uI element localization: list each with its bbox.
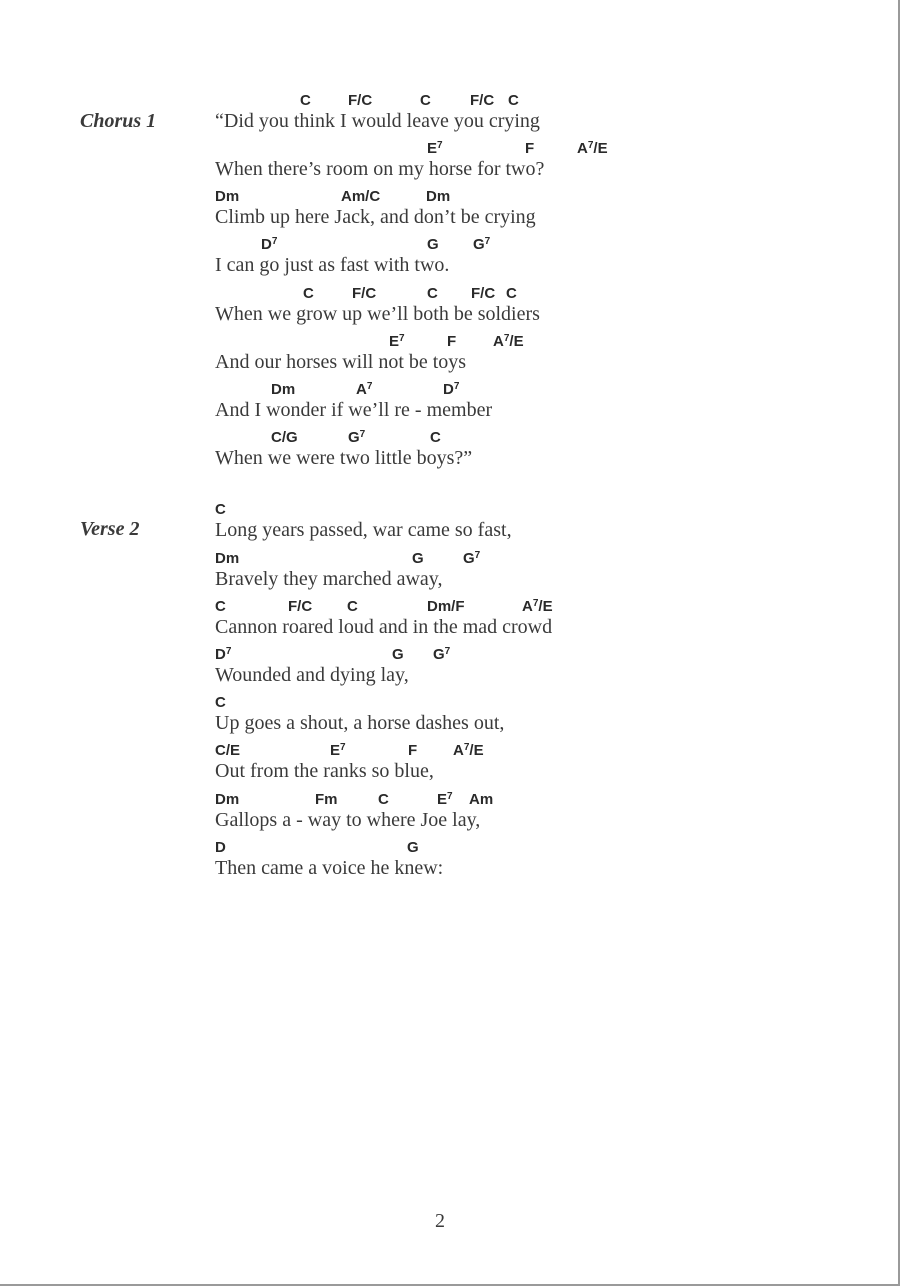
chord — [508, 92, 519, 109]
lyric-text: Long years passed, war came so fast, — [215, 519, 512, 541]
chord-root: F — [352, 285, 362, 302]
chord-root: Dm — [215, 791, 240, 808]
chord — [348, 429, 365, 446]
lyric-line — [215, 646, 855, 694]
lyric-text: “Did you think I would leave you crying — [215, 110, 540, 132]
chord-extension: 7 — [447, 791, 453, 802]
chord — [315, 791, 338, 808]
chord-root: Am — [469, 791, 494, 808]
chord — [215, 791, 239, 808]
section-label: Verse 2 — [80, 518, 140, 540]
chord-extension: 7 — [225, 646, 232, 657]
lyric-text: And I wonder if we’ll re - member — [215, 399, 493, 421]
chord — [215, 501, 226, 518]
chord-extension: 7 — [359, 429, 366, 440]
chord — [271, 429, 298, 446]
chord — [433, 646, 450, 663]
chord-root: E — [437, 791, 448, 808]
chord — [420, 92, 431, 109]
chord-bass: /C — [357, 92, 373, 109]
chord — [215, 550, 239, 567]
chord — [437, 791, 453, 808]
chord-root: D — [261, 236, 272, 253]
chord-extension: 7 — [532, 598, 539, 609]
chord — [389, 333, 405, 350]
lyric-text: And our horses will not be toys — [215, 351, 467, 373]
chord-root: G — [433, 646, 445, 663]
chord-root: Dm — [271, 381, 296, 398]
lyric-line — [215, 839, 855, 887]
chord-bass: /C — [480, 285, 496, 302]
chord-root: G — [407, 839, 419, 856]
chord-bass: /C — [365, 188, 381, 205]
chord — [522, 598, 553, 615]
chord-root: Dm — [215, 188, 240, 205]
lyric-text: Climb up here Jack, and don’t be crying — [215, 206, 536, 228]
chord-root: A — [522, 598, 533, 615]
lyric-text: Cannon roared loud and in the mad crowd — [215, 616, 553, 638]
chord-root: D — [215, 839, 226, 856]
lyric-text: Gallops a - way to where Joe lay, — [215, 809, 481, 831]
chord-root: G — [473, 236, 485, 253]
chord-root: Dm — [427, 598, 452, 615]
chord-extension: 7 — [484, 236, 491, 247]
chord — [378, 791, 389, 808]
chord — [469, 791, 493, 808]
chord-root: F — [525, 140, 535, 157]
chord-root: E — [330, 742, 341, 759]
chord — [330, 742, 346, 759]
chord-root: A — [577, 140, 588, 157]
chord-root: F — [288, 598, 298, 615]
chord — [288, 598, 312, 615]
chord — [426, 188, 450, 205]
lyric-line — [215, 742, 855, 790]
chord — [408, 742, 417, 759]
chord-extension: 7 — [437, 140, 443, 151]
chord-extension: 7 — [587, 140, 594, 151]
chord — [471, 285, 495, 302]
lyric-line — [215, 598, 855, 646]
chord — [427, 598, 465, 615]
chord-bass: /E — [538, 598, 553, 615]
lyric-line — [215, 236, 855, 284]
chord — [341, 188, 380, 205]
chord-root: C — [215, 742, 226, 759]
chord-root: G — [348, 429, 360, 446]
chord-root: C — [215, 501, 226, 518]
lyric-text: Bravely they marched away, — [215, 568, 443, 590]
chord — [525, 140, 534, 157]
page-number: 2 — [435, 1210, 445, 1232]
lyric-line — [215, 381, 855, 429]
chord — [300, 92, 311, 109]
chord — [470, 92, 494, 109]
lyric-line — [215, 140, 855, 188]
chord-root: A — [453, 742, 464, 759]
chord — [356, 381, 372, 398]
chord — [271, 381, 295, 398]
chord — [407, 839, 419, 856]
chord-root: A — [493, 333, 504, 350]
chord-root: F — [470, 92, 480, 109]
chord-bass: /E — [509, 333, 524, 350]
chord — [392, 646, 404, 663]
chord-extension: 7 — [463, 742, 470, 753]
chord-root: A — [356, 381, 367, 398]
chord — [493, 333, 524, 350]
chord-root: G — [412, 550, 424, 567]
chord-bass: /E — [593, 140, 608, 157]
chord-extension: 7 — [453, 381, 460, 392]
chord-root: C — [215, 598, 226, 615]
chord — [215, 839, 226, 856]
chord — [453, 742, 484, 759]
lyric-text: When we were two little boys?” — [215, 447, 473, 469]
chord-root: D — [443, 381, 454, 398]
chord — [473, 236, 490, 253]
chord-extension: 7 — [366, 381, 373, 392]
lyric-text: When there’s room on my horse for two? — [215, 158, 545, 180]
chord — [261, 236, 277, 253]
chord-root: E — [389, 333, 400, 350]
chord-extension: 7 — [503, 333, 510, 344]
chord-root: G — [392, 646, 404, 663]
chord — [303, 285, 314, 302]
chord-root: G — [463, 550, 475, 567]
chord — [577, 140, 608, 157]
chord — [215, 188, 239, 205]
chord — [347, 598, 358, 615]
chord-bass: /E — [225, 742, 241, 759]
chord-root: F — [447, 333, 457, 350]
chord-bass: /C — [297, 598, 313, 615]
lyric-text: When we grow up we’ll both be soldiers — [215, 303, 540, 325]
chord-root: C — [271, 429, 282, 446]
chord-root: C — [347, 598, 358, 615]
chord-root: E — [427, 140, 438, 157]
chord-bass: /G — [281, 429, 298, 446]
chord-root: Dm — [215, 550, 240, 567]
lyric-line — [215, 791, 855, 839]
lyric-line — [215, 694, 855, 742]
chord-extension: 7 — [271, 236, 278, 247]
chord-extension: 7 — [474, 550, 481, 561]
chord-extension: 7 — [340, 742, 346, 753]
lyric-text: Up goes a shout, a horse dashes out, — [215, 712, 505, 734]
chord — [443, 381, 459, 398]
chord-root: D — [215, 646, 226, 663]
chord-bass: /E — [469, 742, 484, 759]
lyric-line — [215, 333, 855, 381]
chord-bass: /C — [479, 92, 495, 109]
chord-root: C — [508, 92, 519, 109]
chord — [352, 285, 376, 302]
chord — [215, 694, 226, 711]
chord-root: F — [408, 742, 418, 759]
chord — [215, 742, 240, 759]
chord-root: Fm — [315, 791, 338, 808]
chord-root: C — [300, 92, 311, 109]
chord — [427, 140, 443, 157]
chord — [447, 333, 456, 350]
chord-extension: 7 — [444, 646, 451, 657]
chord — [215, 598, 226, 615]
chord-root: C — [427, 285, 438, 302]
chord — [430, 429, 441, 446]
chord-root: Dm — [426, 188, 451, 205]
chord-root: C — [215, 694, 226, 711]
lyric-line — [215, 188, 855, 236]
lyric-text: I can go just as fast with two. — [215, 254, 450, 276]
section-label: Chorus 1 — [80, 110, 157, 132]
chord-root: Am — [341, 188, 366, 205]
chord-root: C — [420, 92, 431, 109]
chord — [412, 550, 424, 567]
lyric-text: Out from the ranks so blue, — [215, 760, 434, 782]
lyric-line — [215, 429, 855, 477]
lyric-line — [215, 550, 855, 598]
chord-bass: /C — [361, 285, 377, 302]
chord — [348, 92, 372, 109]
chord — [463, 550, 480, 567]
lyric-line — [215, 285, 855, 333]
chord — [427, 236, 439, 253]
lyric-line — [215, 92, 855, 140]
chord-root: C — [303, 285, 314, 302]
chord-root: G — [427, 236, 439, 253]
lyric-text: Wounded and dying lay, — [215, 664, 409, 686]
lyric-line — [215, 501, 855, 549]
chord-root: F — [348, 92, 358, 109]
chord-root: F — [471, 285, 481, 302]
chord-bass: /F — [451, 598, 465, 615]
chord-root: C — [506, 285, 517, 302]
chord — [427, 285, 438, 302]
chord — [506, 285, 517, 302]
chord — [215, 646, 231, 663]
chord-root: C — [430, 429, 441, 446]
chord-extension: 7 — [399, 333, 405, 344]
chord-root: C — [378, 791, 389, 808]
lyric-text: Then came a voice he knew: — [215, 857, 444, 879]
